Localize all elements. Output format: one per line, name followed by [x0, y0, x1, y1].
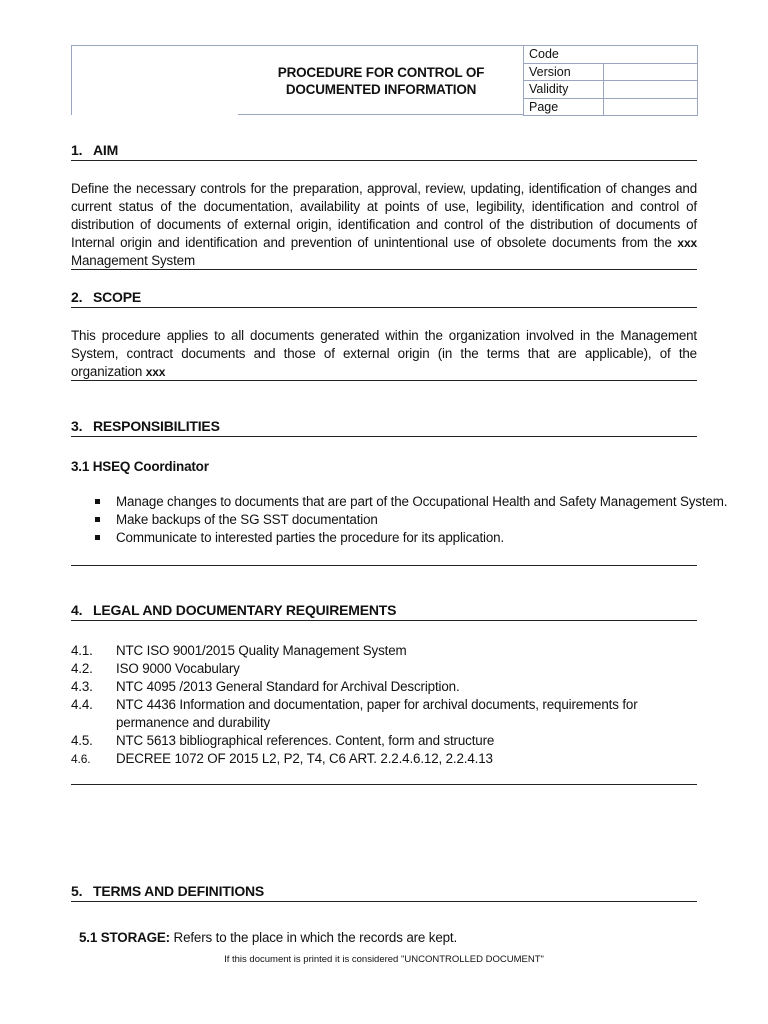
organization-placeholder: xxx — [145, 365, 166, 379]
meta-row-page — [524, 98, 698, 116]
list-item: 4.5. NTC 5613 bibliographical references. Content, form and structure — [71, 733, 495, 748]
organization-placeholder: xxx — [677, 236, 697, 250]
section-divider — [71, 784, 697, 785]
definition-text: Refers to the place in which the records are kept. — [173, 930, 458, 945]
bullet-icon — [95, 535, 100, 540]
requirements-list — [71, 642, 697, 768]
document-meta-table — [523, 45, 698, 116]
aim-paragraph — [71, 180, 697, 270]
meta-row-version — [524, 63, 698, 81]
section-number: 4. — [71, 602, 83, 618]
definition-term: 5.1 STORAGE: — [79, 930, 170, 945]
meta-value — [604, 63, 698, 81]
meta-value — [604, 98, 698, 116]
section-heading-scope — [71, 289, 697, 308]
responsibilities-list — [92, 493, 727, 547]
section-number: 2. — [71, 289, 83, 305]
meta-label: Code — [524, 46, 698, 64]
section-divider — [71, 565, 697, 566]
section-number: 3. — [71, 418, 83, 434]
section-title: RESPONSIBILITIES — [93, 418, 220, 434]
list-item: 4.4. NTC 4436 Information and documentation, paper for archival documents, requirements for permanence and durability — [71, 697, 638, 730]
section-title: AIM — [93, 142, 119, 158]
section-number: 5. — [71, 883, 83, 899]
section-divider — [71, 380, 697, 381]
list-item: Manage changes to documents that are part of the Occupational Health and Safety Management System. — [92, 493, 727, 511]
section-title: TERMS AND DEFINITIONS — [93, 883, 265, 899]
section-heading-responsibilities — [71, 418, 697, 437]
section-heading-legal — [71, 602, 697, 621]
section-title: LEGAL AND DOCUMENTARY REQUIREMENTS — [93, 602, 397, 618]
meta-label: Validity — [524, 81, 604, 99]
definition-storage — [79, 930, 457, 945]
section-title: SCOPE — [93, 289, 142, 305]
list-item: 4.6. DECREE 1072 OF 2015 L2, P2, T4, C6 ART. 2.2.4.6.12, 2.2.4.13 — [71, 751, 493, 766]
list-item: 4.3. NTC 4095 /2013 General Standard for Archival Description. — [71, 679, 460, 694]
meta-value — [604, 81, 698, 99]
aim-text: Define the necessary controls for the preparation, approval, review, updating, identification of changes and current status of the documentation, availability at points of use, legibility, identification and control of distribution of documents of external origin, identification and control of the distribution of documents of Internal origin and identification and prevention of unintentional use of obsolete documents from the — [71, 181, 697, 250]
section-heading-terms — [71, 883, 697, 902]
section-divider — [71, 269, 697, 270]
subsection-heading-hseq: 3.1 HSEQ Coordinator — [71, 459, 209, 474]
aim-text-end: Management System — [71, 253, 195, 268]
meta-label: Version — [524, 63, 604, 81]
section-heading-aim — [71, 142, 697, 161]
meta-label: Page — [524, 98, 604, 116]
bullet-icon — [95, 499, 100, 504]
title-underline — [238, 114, 524, 115]
scope-paragraph — [71, 327, 697, 381]
meta-row-validity — [524, 81, 698, 99]
uncontrolled-document-footer: If this document is printed it is considered "UNCONTROLLED DOCUMENT" — [224, 954, 544, 965]
list-item: Make backups of the SG SST documentation — [92, 511, 727, 529]
list-item: Communicate to interested parties the procedure for its application. — [92, 529, 727, 547]
meta-row-code — [524, 46, 698, 64]
list-item: 4.1. NTC ISO 9001/2015 Quality Management System — [71, 643, 407, 658]
document-title: PROCEDURE FOR CONTROL OF DOCUMENTED INFORMATION — [277, 65, 485, 97]
section-number: 1. — [71, 142, 83, 158]
scope-text: This procedure applies to all documents generated within the organization involved in the Management System, contract documents and those of external origin (in the terms that are applicable), of the organization — [71, 328, 697, 379]
list-item: 4.2. ISO 9000 Vocabulary — [71, 661, 240, 676]
bullet-icon — [95, 517, 100, 522]
